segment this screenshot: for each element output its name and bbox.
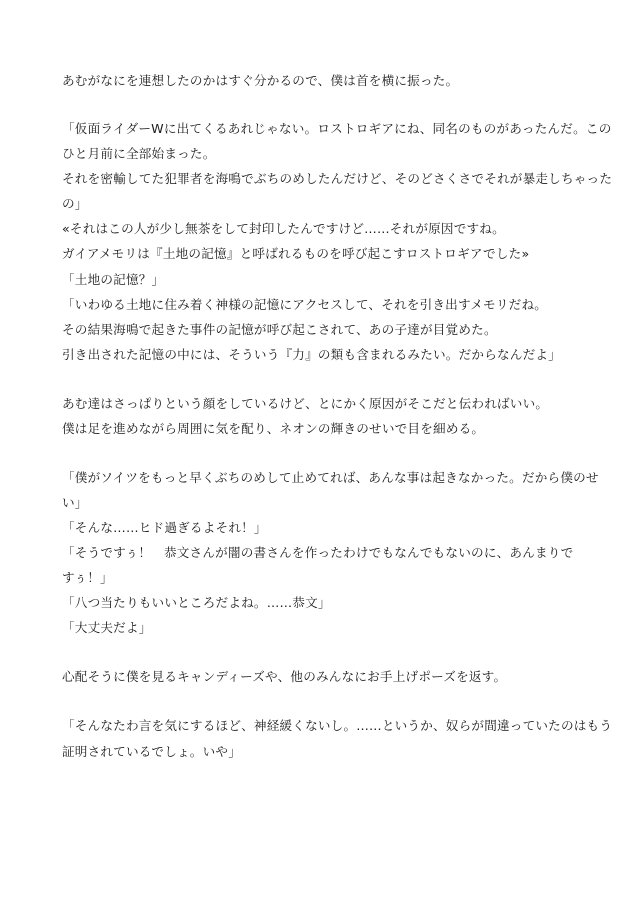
- text-line: 「僕がソイツをもっと早くぶちのめして止めてれば、あんな事は起きなかった。だから僕のせ: [62, 470, 599, 485]
- text-line: 「土地の記憶？」: [62, 272, 165, 287]
- text-line: その結果海鳴で起きた事件の記憶が呼び起こされて、あの子達が目覚めた。: [62, 322, 497, 337]
- text-line: それを密輸してた犯罪者を海鳴でぶちのめしたんだけど、そのどさくさでそれが暴走しちゃった: [62, 171, 613, 186]
- text-line: ガイアメモリは『土地の記憶』と呼ばれるものを呼び起こすロストロギアでした»: [62, 246, 530, 261]
- text-line: ひと月前に全部始まった。: [62, 146, 216, 161]
- text-line: 心配そうに僕を見るキャンディーズや、他のみんなにお手上げポーズを返す。: [62, 669, 507, 684]
- text-line: 引き出された記憶の中には、そういう『力』の類も含まれるみたい。だからなんだよ」: [62, 347, 561, 362]
- text-line: 「仮面ライダーWに出てくるあれじゃない。ロストロギアにね、同名のものがあったんだ。この: [62, 121, 612, 136]
- text-line: «それはこの人が少し無茶をして封印したんですけど……それが原因ですね。: [62, 221, 505, 236]
- text-line: 「いわゆる土地に住み着く神様の記憶にアクセスして、それを引き出すメモリだね。: [62, 297, 548, 312]
- text-line: あむ達はさっぱりという顔をしているけど、とにかく原因がそこだと伝わればいい。: [62, 396, 549, 411]
- text-line: 「そうですぅ！ 恭文さんが闇の書さんを作ったわけでもなんでもないのに、あんまりで: [62, 545, 574, 560]
- text-line: 「そんなたわ言を気にするほど、神経緩くないし。……というか、奴らが間違っていたのはもう: [62, 718, 613, 733]
- text-line: 「そんな……ヒド過ぎるよそれ！」: [62, 520, 267, 535]
- text-line: の」: [62, 196, 88, 211]
- text-line: 「大丈夫だよ」: [62, 620, 152, 635]
- text-line: い」: [62, 495, 88, 510]
- text-line: 「八つ当たりもいいところだよね。……恭文」: [62, 595, 331, 610]
- text-line: 証明されているでしょ。いや」: [62, 744, 241, 759]
- text-line: 僕は足を進めながら周囲に気を配り、ネオンの輝きのせいで目を細める。: [62, 421, 485, 436]
- text-line: あむがなにを連想したのかはすぐ分かるので、僕は首を横に振った。: [62, 73, 459, 88]
- text-line: すぅ！」: [62, 570, 113, 585]
